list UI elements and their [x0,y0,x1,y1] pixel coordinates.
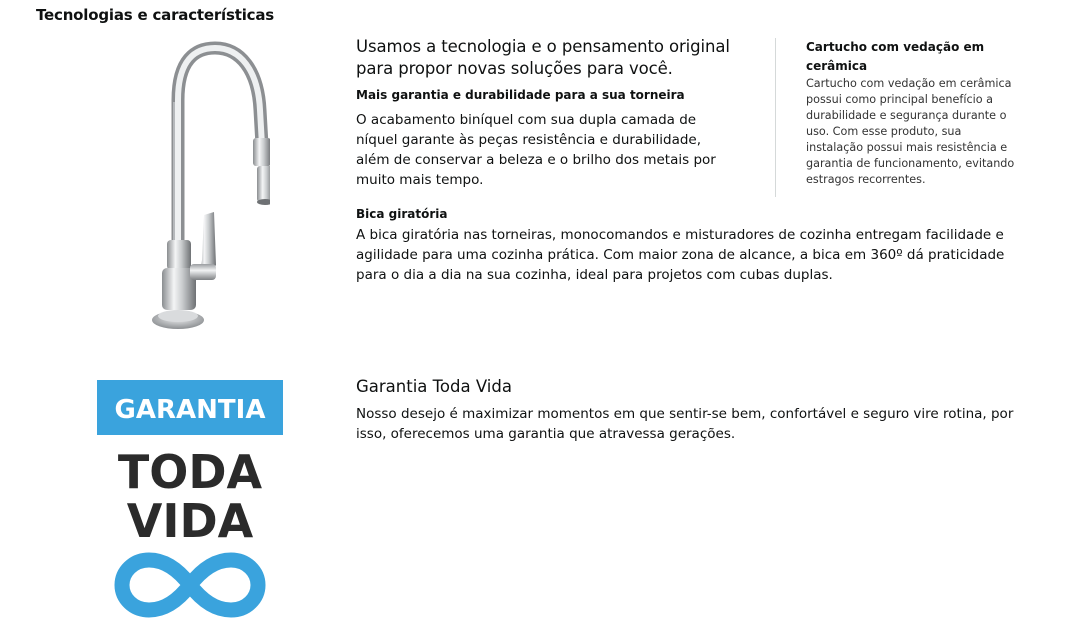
infinity-icon [122,560,258,610]
bica-section [356,206,1016,285]
bica-body: A bica giratória nas torneiras, monocomandos e misturadores de cozinha entregam facilidade e agilidade para uma cozinha prática. Com maior zona de alcance, a bica em 360º dá praticidade para o dia a dia na sua cozinha, ideal para projetos com cubas duplas. [356,227,1005,283]
garantia-logo [97,380,283,623]
section-title: Tecnologias e características [36,6,274,24]
column-divider [775,38,776,197]
intro-section [356,36,736,190]
sidebar-cartucho [806,38,1016,188]
logo-banner-text: GARANTIA [114,395,266,425]
intro-subhead: Mais garantia e durabilidade para a sua torneira [356,88,685,102]
logo-line1: TODA [117,445,263,499]
logo-line2: VIDA [126,494,254,548]
intro-body: O acabamento biníquel com sua dupla camada de níquel garante às peças resistência e durabilidade, além de conservar a beleza e o brilho dos metais por muito mais tempo. [356,112,716,188]
bica-title: Bica giratória [356,207,448,221]
garantia-section [356,375,1016,444]
faucet-image [140,40,270,335]
intro-lead: Usamos a tecnologia e o pensamento original para propor novas soluções para você. [356,37,730,78]
garantia-body: Nosso desejo é maximizar momentos em que sentir-se bem, confortável e seguro vire rotina, por isso, oferecemos uma garantia que atravessa gerações. [356,406,1014,442]
sidebar-title: Cartucho com vedação em cerâmica [806,40,985,73]
garantia-title: Garantia Toda Vida [356,377,512,396]
sidebar-body: Cartucho com vedação em cerâmica possui como principal benefício a durabilidade e segurança durante o uso. Com esse produto, sua instalação possui mais resistência e garantia de funcionamento, evitando estragos recorrentes. [806,77,1015,186]
